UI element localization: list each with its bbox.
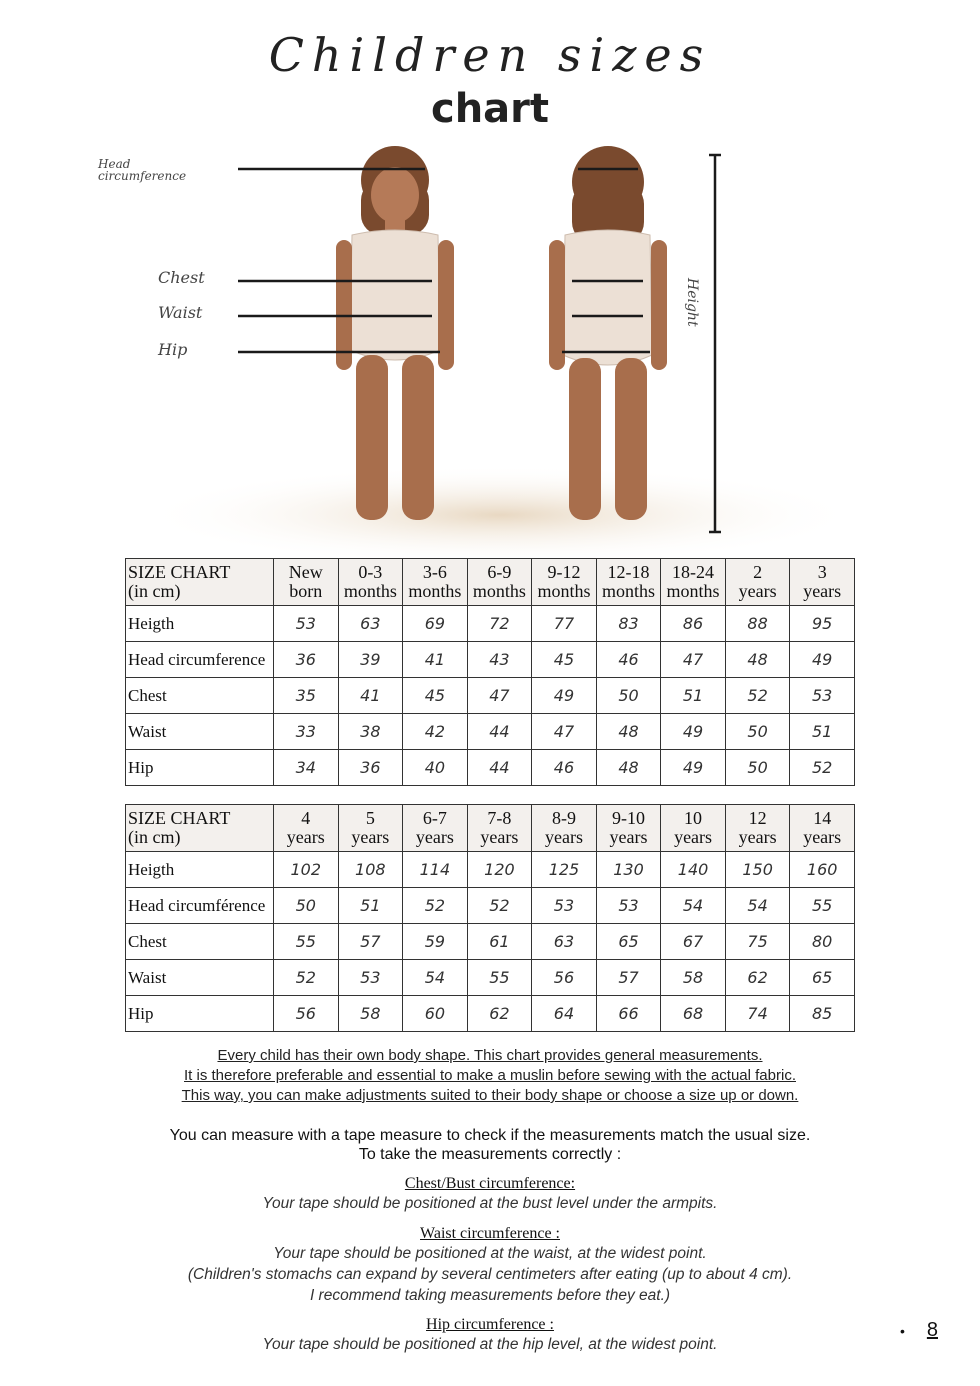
table-cell: 120: [467, 852, 532, 888]
table-cell: 62: [725, 960, 790, 996]
page-number: • 8: [899, 1319, 938, 1341]
table-cell: 102: [274, 852, 339, 888]
bullet-icon: •: [899, 1323, 905, 1339]
table-cell: 47: [532, 714, 597, 750]
child-front-figure: [336, 146, 454, 520]
table-cell: 40: [403, 750, 468, 786]
table-cell: 54: [403, 960, 468, 996]
table-row: [126, 678, 855, 714]
table-cell: 46: [532, 750, 597, 786]
table-row: [126, 888, 855, 924]
table-row: [126, 714, 855, 750]
table-cell: 49: [661, 714, 726, 750]
column-header: 6-7 years: [403, 805, 468, 852]
table-cell: 53: [790, 678, 855, 714]
table-row: [126, 606, 855, 642]
table-cell: 49: [790, 642, 855, 678]
table-cell: 53: [532, 888, 597, 924]
table-cell: 150: [725, 852, 790, 888]
table-cell: 61: [467, 924, 532, 960]
table-cell: 140: [661, 852, 726, 888]
chest-label: Chest: [158, 268, 205, 287]
column-header: 12-18 months: [596, 559, 661, 606]
table-cell: 74: [725, 996, 790, 1032]
column-header: 18-24 months: [661, 559, 726, 606]
column-header: 3 years: [790, 559, 855, 606]
table-cell: 41: [403, 642, 468, 678]
table-cell: 65: [790, 960, 855, 996]
row-label: Hip: [126, 996, 274, 1032]
table-cell: 41: [338, 678, 403, 714]
hip-label: Hip: [158, 340, 188, 359]
table-cell: 52: [790, 750, 855, 786]
table-cell: 52: [403, 888, 468, 924]
size-table-babies: [125, 558, 855, 786]
hip-instruction: Hip circumference : Your tape should be positioned at the hip level, at the widest point.: [262, 1316, 718, 1353]
table-cell: 36: [338, 750, 403, 786]
column-header: 0-3 months: [338, 559, 403, 606]
column-header: 3-6 months: [403, 559, 468, 606]
table-cell: 36: [274, 642, 339, 678]
table-cell: 39: [338, 642, 403, 678]
table-cell: 42: [403, 714, 468, 750]
child-back-figure: [549, 146, 667, 520]
table-cell: 69: [403, 606, 468, 642]
table-cell: 51: [790, 714, 855, 750]
table-cell: 62: [467, 996, 532, 1032]
row-label: Waist: [126, 960, 274, 996]
table-row: [126, 642, 855, 678]
table-cell: 57: [596, 960, 661, 996]
column-header: 12 years: [725, 805, 790, 852]
size-table-children: [125, 804, 855, 1032]
row-label: Head circumférence: [126, 888, 274, 924]
table-cell: 50: [725, 714, 790, 750]
table-cell: 80: [790, 924, 855, 960]
column-header: 10 years: [661, 805, 726, 852]
table-cell: 35: [274, 678, 339, 714]
table-cell: 48: [596, 714, 661, 750]
row-label: Heigth: [126, 606, 274, 642]
page-title: chart: [430, 86, 550, 132]
table-cell: 75: [725, 924, 790, 960]
table-cell: 58: [338, 996, 403, 1032]
height-label: Height: [684, 278, 700, 327]
table-cell: 77: [532, 606, 597, 642]
table-header-row: [126, 559, 855, 606]
row-label: Head circumference: [126, 642, 274, 678]
measure-intro: You can measure with a tape measure to check if the measurements match the usual size. To take the measurements correctly :: [169, 1127, 811, 1163]
table-cell: 85: [790, 996, 855, 1032]
table-cell: 50: [725, 750, 790, 786]
column-header: 2 years: [725, 559, 790, 606]
table-cell: 86: [661, 606, 726, 642]
column-header: 9-12 months: [532, 559, 597, 606]
table-cell: 59: [403, 924, 468, 960]
table-header-row: [126, 805, 855, 852]
chest-instruction: Chest/Bust circumference: Your tape should be positioned at the bust level under the armpits.: [262, 1175, 718, 1212]
table-cell: 55: [274, 924, 339, 960]
table-cell: 56: [274, 996, 339, 1032]
table-cell: 33: [274, 714, 339, 750]
table-cell: 50: [596, 678, 661, 714]
table-cell: 108: [338, 852, 403, 888]
table-cell: 160: [790, 852, 855, 888]
table-cell: 48: [725, 642, 790, 678]
row-label: Heigth: [126, 852, 274, 888]
table-cell: 125: [532, 852, 597, 888]
table-cell: 51: [661, 678, 726, 714]
row-label: Chest: [126, 924, 274, 960]
column-header: 7-8 years: [467, 805, 532, 852]
waist-instruction: Waist circumference : Your tape should be positioned at the waist, at the widest point. (Children's stomachs can expand by several centimeters after eating (up to about 4 cm). I recommend taking measurements before they eat.): [187, 1225, 793, 1304]
table-corner: SIZE CHART (in cm): [126, 805, 274, 852]
table-cell: 52: [725, 678, 790, 714]
table-row: [126, 960, 855, 996]
table-cell: 72: [467, 606, 532, 642]
table-cell: 88: [725, 606, 790, 642]
table-cell: 34: [274, 750, 339, 786]
table-cell: 44: [467, 750, 532, 786]
table-cell: 58: [661, 960, 726, 996]
table-cell: 45: [532, 642, 597, 678]
column-header: 8-9 years: [532, 805, 597, 852]
table-cell: 55: [790, 888, 855, 924]
table-row: [126, 750, 855, 786]
head-circumference-label: Head circumference: [98, 157, 187, 183]
table-cell: 54: [661, 888, 726, 924]
table-cell: 52: [467, 888, 532, 924]
disclaimer-text: Every child has their own body shape. This chart provides general measurements. It is therefore preferable and essential to make a muslin before sewing with the actual fabric. This way, you can make adjustments suited to their body shape or choose a size up or down.: [181, 1047, 799, 1104]
table-cell: 49: [661, 750, 726, 786]
table-cell: 83: [596, 606, 661, 642]
table-cell: 63: [338, 606, 403, 642]
table-cell: 60: [403, 996, 468, 1032]
table-cell: 64: [532, 996, 597, 1032]
table-cell: 53: [274, 606, 339, 642]
column-header: 5 years: [338, 805, 403, 852]
table-cell: 114: [403, 852, 468, 888]
child-illustration: [0, 140, 980, 560]
table-cell: 53: [596, 888, 661, 924]
table-cell: 45: [403, 678, 468, 714]
column-header: 14 years: [790, 805, 855, 852]
table-cell: 95: [790, 606, 855, 642]
children-figures-svg: [0, 140, 980, 560]
page-title-script: Children sizes: [268, 28, 712, 82]
column-header: 4 years: [274, 805, 339, 852]
column-header: 9-10 years: [596, 805, 661, 852]
table-cell: 38: [338, 714, 403, 750]
floor-shadow: [140, 465, 860, 560]
table-cell: 51: [338, 888, 403, 924]
table-cell: 43: [467, 642, 532, 678]
table-cell: 65: [596, 924, 661, 960]
table-row: [126, 996, 855, 1032]
table-cell: 54: [725, 888, 790, 924]
table-cell: 53: [338, 960, 403, 996]
table-cell: 46: [596, 642, 661, 678]
column-header: New born: [274, 559, 339, 606]
row-label: Waist: [126, 714, 274, 750]
table-cell: 44: [467, 714, 532, 750]
table-cell: 47: [467, 678, 532, 714]
column-header: 6-9 months: [467, 559, 532, 606]
row-label: Hip: [126, 750, 274, 786]
table-cell: 57: [338, 924, 403, 960]
table-cell: 47: [661, 642, 726, 678]
table-row: [126, 852, 855, 888]
table-cell: 63: [532, 924, 597, 960]
waist-label: Waist: [158, 303, 203, 322]
table-row: [126, 924, 855, 960]
table-cell: 55: [467, 960, 532, 996]
table-cell: 48: [596, 750, 661, 786]
table-cell: 49: [532, 678, 597, 714]
table-cell: 66: [596, 996, 661, 1032]
table-cell: 52: [274, 960, 339, 996]
table-corner: SIZE CHART (in cm): [126, 559, 274, 606]
table-cell: 56: [532, 960, 597, 996]
table-cell: 130: [596, 852, 661, 888]
row-label: Chest: [126, 678, 274, 714]
table-cell: 68: [661, 996, 726, 1032]
table-cell: 50: [274, 888, 339, 924]
table-cell: 67: [661, 924, 726, 960]
